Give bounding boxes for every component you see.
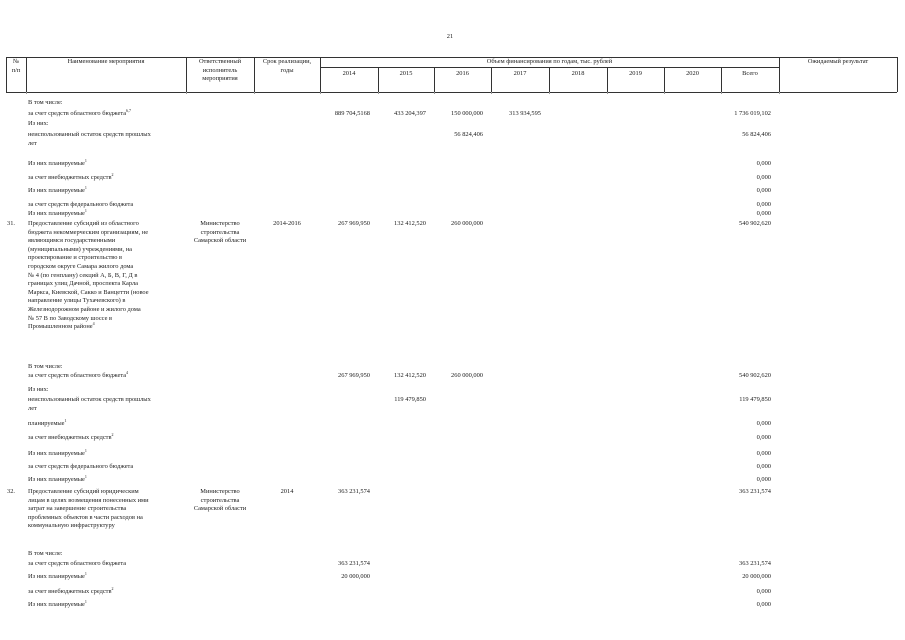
row-title: Из них планируемые$^1$ [28, 185, 87, 194]
row-title: Из них: [28, 120, 49, 127]
cell-v2014: 363 231,574 [338, 560, 370, 567]
row-title: за счет средств областного бюджета$^4$ [28, 370, 129, 379]
row-number: 32. [7, 488, 15, 495]
cell-v2015: 132 412,520 [394, 220, 426, 227]
body-col-tick [721, 92, 722, 94]
cell-total: 0,000 [756, 463, 771, 470]
footnote-mark: 4 [92, 321, 95, 327]
footnote-mark: 4 [126, 370, 129, 375]
header-col-border [897, 57, 898, 92]
header-funding: Объем финансирования по годам, тыс. рублей [486, 58, 613, 65]
cell-total: 0,000 [756, 160, 771, 167]
row-title: за счет внебюджетных средств$^2$ [28, 172, 114, 181]
cell-total: 0,000 [756, 174, 771, 181]
row-title: Из них планируемые$^1$ [28, 474, 87, 483]
row-title: неиспользованный остаток средств прошлых лет [28, 396, 151, 412]
row-title: за счет внебюджетных средств$^2$ [28, 586, 114, 595]
body-col-tick [607, 92, 608, 94]
row-title: В том числе: [28, 363, 63, 370]
header-number: № п/п [11, 58, 21, 74]
page-number: 21 [446, 33, 454, 40]
cell-v2014: 363 231,574 [338, 488, 370, 495]
footnote-mark: 1 [84, 599, 87, 604]
row-term: 2014-2016 [273, 220, 301, 227]
footnote-mark: 2 [111, 586, 114, 591]
body-col-tick [549, 92, 550, 94]
body-col-tick [26, 92, 27, 94]
body-col-tick [779, 92, 780, 94]
row-responsible: Министерство строительства Самарской области [193, 488, 247, 513]
cell-total: 0,000 [756, 210, 771, 217]
footnote-mark: 1 [84, 208, 87, 213]
header-year: Всего [742, 70, 758, 77]
header-name: Наименование мероприятия [67, 58, 145, 65]
cell-total: 0,000 [756, 588, 771, 595]
footnote-mark: 1 [84, 448, 87, 453]
row-title: за счет средств областного бюджета [28, 560, 127, 567]
cell-v2016: 150 000,000 [451, 110, 483, 117]
row-title: Из них планируемые$^1$ [28, 599, 87, 608]
cell-total: 1 736 019,102 [734, 110, 771, 117]
cell-total: 0,000 [756, 476, 771, 483]
cell-total: 56 824,406 [742, 131, 771, 138]
footnote-mark: 1 [84, 185, 87, 190]
row-title: планируемые$^1$ [28, 418, 67, 427]
row-responsible: Министерство строительства Самарской области [193, 220, 247, 245]
cell-total: 540 902,620 [739, 220, 771, 227]
row-title: В том числе: [28, 99, 63, 106]
footnote-mark: 2 [111, 432, 114, 437]
footnote-mark: 1 [84, 474, 87, 479]
body-col-tick [434, 92, 435, 94]
footnote-mark: 1 [64, 418, 67, 423]
footnote-mark: 1 [84, 571, 87, 576]
cell-v2016: 260 000,000 [451, 372, 483, 379]
header-year: 2020 [686, 70, 699, 77]
body-col-tick [491, 92, 492, 94]
row-title: Из них: [28, 386, 49, 393]
header-year: 2014 [342, 70, 356, 77]
body-col-tick [664, 92, 665, 94]
body-col-tick [254, 92, 255, 94]
cell-v2015: 132 412,520 [394, 372, 426, 379]
cell-total: 0,000 [756, 201, 771, 208]
body-col-tick [320, 92, 321, 94]
row-title: за счет средств федерального бюджета [28, 463, 134, 470]
row-term: 2014 [280, 488, 294, 495]
cell-v2016: 260 000,000 [451, 220, 483, 227]
body-col-tick [378, 92, 379, 94]
header-year: 2018 [571, 70, 585, 77]
row-title: за счет средств областного бюджета$^{6,7}$ [28, 108, 132, 117]
footnote-mark: 1 [84, 158, 87, 163]
row-title: Предоставление субсидий из областного бюджета некоммерческим организациям, не являющимся государственными (муниципальными) учреждениями, на проектирование и строительство в городском округе Самара жилого дома № 4 (по генплану) секций А, Б, В, Г, Д в границах улиц Дачной, проспекта Карла Маркса, Киевской, Сакко и Ванцетти (новое направление улицы Тухачевского) в Железнодорожном районе и жилого дома № 57 В по Заводскому шоссе в Промышленном районе$^4$ [28, 220, 149, 331]
header-year: 2016 [456, 70, 469, 77]
cell-v2015: 119 479,850 [394, 396, 426, 403]
cell-v2017: 313 934,595 [509, 110, 541, 117]
row-title: Из них планируемые$^1$ [28, 448, 87, 457]
header-result: Ожидаемый результат [807, 58, 869, 65]
cell-total: 0,000 [756, 601, 771, 608]
cell-v2014: 889 704,5168 [334, 110, 370, 117]
cell-total: 0,000 [756, 434, 771, 441]
cell-total: 0,000 [756, 450, 771, 457]
row-title: за счет внебюджетных средств$^2$ [28, 432, 114, 441]
row-title: Предоставление субсидий юридическим лицам в целях возмещения понесенных ими затрат на завершение строительства проблемных объектов в части расходов на коммунальную инфраструктуру [28, 488, 149, 530]
header-term: Срок реализации, годы [262, 58, 312, 74]
header-year: 2015 [399, 70, 413, 77]
cell-total: 119 479,850 [739, 396, 771, 403]
header-year: 2019 [629, 70, 642, 77]
cell-v2014: 267 969,950 [338, 220, 370, 227]
cell-total: 363 231,574 [739, 560, 771, 567]
cell-v2014: 20 000,000 [341, 573, 370, 580]
header-bottom-border [6, 92, 897, 93]
cell-v2016: 56 824,406 [454, 131, 483, 138]
row-number: 31. [7, 220, 15, 227]
footnote-mark: 2 [111, 172, 114, 177]
header-responsible: Ответственный исполнитель мероприятия [198, 58, 242, 83]
row-title: Из них планируемые$^1$ [28, 571, 87, 580]
cell-total: 540 902,620 [739, 372, 771, 379]
cell-v2014: 267 969,950 [338, 372, 370, 379]
row-title: В том числе: [28, 550, 63, 557]
cell-total: 20 000,000 [742, 573, 771, 580]
cell-total: 363 231,574 [739, 488, 771, 495]
header-year: 2017 [513, 70, 527, 77]
row-title: неиспользованный остаток средств прошлых лет [28, 131, 151, 147]
row-title: за счет средств федерального бюджета [28, 201, 134, 208]
row-title: Из них планируемые$^1$ [28, 158, 87, 167]
footnote-mark: 6,7 [126, 108, 132, 113]
body-col-tick [186, 92, 187, 94]
cell-total: 0,000 [756, 187, 771, 194]
row-title: Из них планируемые$^1$ [28, 208, 87, 217]
cell-v2015: 433 204,397 [394, 110, 426, 117]
cell-total: 0,000 [756, 420, 771, 427]
